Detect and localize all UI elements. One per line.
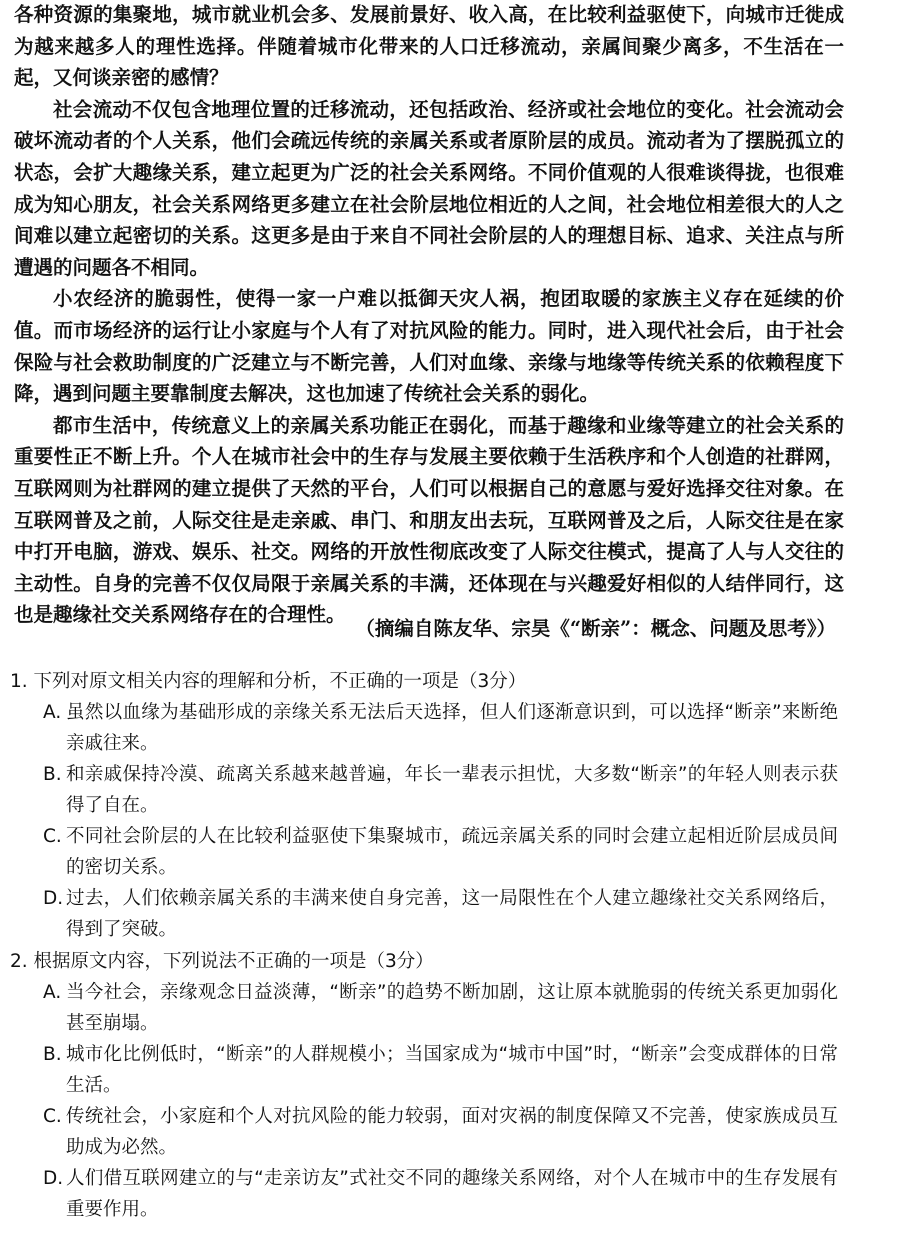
option-letter: D. (43, 888, 64, 909)
passage-paragraph-1: 各种资源的集聚地，城市就业机会多、发展前景好、收入高，在比较利益驱使下，向城市迁徙成为越来越多人的理性选择。伴随着城市化带来的人口迁移流动，亲属间聚少离多，不生活在一起，又何谈亲密的感情？ (14, 3, 844, 90)
reading-passage (14, 0, 844, 631)
passage-paragraph-4: 都市生活中，传统意义上的亲属关系功能正在弱化，而基于趣缘和业缘等建立的社会关系的重要性正不断上升。个人在城市社会中的生存与发展主要依赖于生活秩序和个人创造的社群网，互联网则为社群网的建立提供了天然的平台，人们可以根据自己的意愿与爱好选择交往对象。在互联网普及之前，人际交往是走亲戚、串门、和朋友出去玩，互联网普及之后，人际交往是在家中打开电脑，游戏、娱乐、社交。网络的开放性彻底改变了人际交往模式，提高了人与人交往的主动性。自身的完善不仅仅局限于亲属关系的丰满，还体现在与兴趣爱好相似的人结伴同行，这也是趣缘社交关系网络存在的合理性。 (14, 413, 844, 627)
question-1-option-c[interactable] (10, 821, 838, 883)
option-text: 不同社会阶层的人在比较利益驱使下集聚城市，疏远亲属关系的同时会建立起相近阶层成员间的密切关系。 (66, 826, 838, 878)
question-1-stem: 1. 下列对原文相关内容的理解和分析，不正确的一项是（3分） (10, 671, 527, 692)
question-2-stem: 2. 根据原文内容，下列说法不正确的一项是（3分） (10, 951, 434, 972)
option-text: 人们借互联网建立的与“走亲访友”式社交不同的趣缘关系网络，对个人在城市中的生存发展有重要作用。 (66, 1168, 838, 1220)
question-2-option-a[interactable] (10, 977, 838, 1039)
passage-paragraph-3: 小农经济的脆弱性，使得一家一户难以抵御天灾人祸，抱团取暖的家族主义存在延续的价值。而市场经济的运行让小家庭与个人有了对抗风险的能力。同时，进入现代社会后，由于社会保险与社会救助制度的广泛建立与不断完善，人们对血缘、亲缘与地缘等传统关系的依赖程度下降，遇到问题主要靠制度去解决，这也加速了传统社会关系的弱化。 (14, 287, 844, 406)
question-1-option-b[interactable] (10, 759, 838, 821)
passage-source-citation: （摘编自陈友华、宗昊《“断亲”：概念、问题及思考》） (355, 617, 836, 640)
question-2 (10, 946, 846, 1225)
option-letter: C. (43, 1106, 62, 1127)
option-text: 当今社会，亲缘观念日益淡薄，“断亲”的趋势不断加剧，这让原本就脆弱的传统关系更加弱化甚至崩塌。 (66, 982, 838, 1034)
option-text: 城市化比例低时，“断亲”的人群规模小；当国家成为“城市中国”时，“断亲”会变成群体的日常生活。 (66, 1044, 838, 1096)
question-1-option-d[interactable] (10, 883, 838, 945)
option-letter: A. (43, 702, 62, 723)
option-text: 和亲戚保持冷漠、疏离关系越来越普遍，年长一辈表示担忧，大多数“断亲”的年轻人则表示获得了自在。 (66, 764, 838, 816)
option-letter: B. (43, 764, 62, 785)
option-letter: D. (43, 1168, 64, 1189)
question-2-option-b[interactable] (10, 1039, 838, 1101)
option-text: 过去，人们依赖亲属关系的丰满来使自身完善，这一局限性在个人建立趣缘社交关系网络后，得到了突破。 (66, 888, 838, 940)
option-letter: C. (43, 826, 62, 847)
option-text: 传统社会，小家庭和个人对抗风险的能力较弱，面对灾祸的制度保障又不完善，使家族成员互助成为必然。 (66, 1106, 838, 1158)
question-list (10, 666, 846, 1226)
question-2-option-c[interactable] (10, 1101, 838, 1163)
passage-paragraph-2: 社会流动不仅包含地理位置的迁移流动，还包括政治、经济或社会地位的变化。社会流动会破坏流动者的个人关系，他们会疏远传统的亲属关系或者原阶层的成员。流动者为了摆脱孤立的状态，会扩大趣缘关系，建立起更为广泛的社会关系网络。不同价值观的人很难谈得拢，也很难成为知心朋友，社会关系网络更多建立在社会阶层地位相近的人之间，社会地位相差很大的人之间难以建立起密切的关系。这更多是由于来自不同社会阶层的人的理想目标、追求、关注点与所遭遇的问题各不相同。 (14, 97, 844, 279)
question-1 (10, 666, 846, 945)
option-letter: A. (43, 982, 62, 1003)
option-letter: B. (43, 1044, 62, 1065)
option-text: 虽然以血缘为基础形成的亲缘关系无法后天选择，但人们逐渐意识到，可以选择“断亲”来断绝亲戚往来。 (66, 702, 838, 754)
question-2-option-d[interactable] (10, 1163, 838, 1225)
question-1-option-a[interactable] (10, 697, 838, 759)
